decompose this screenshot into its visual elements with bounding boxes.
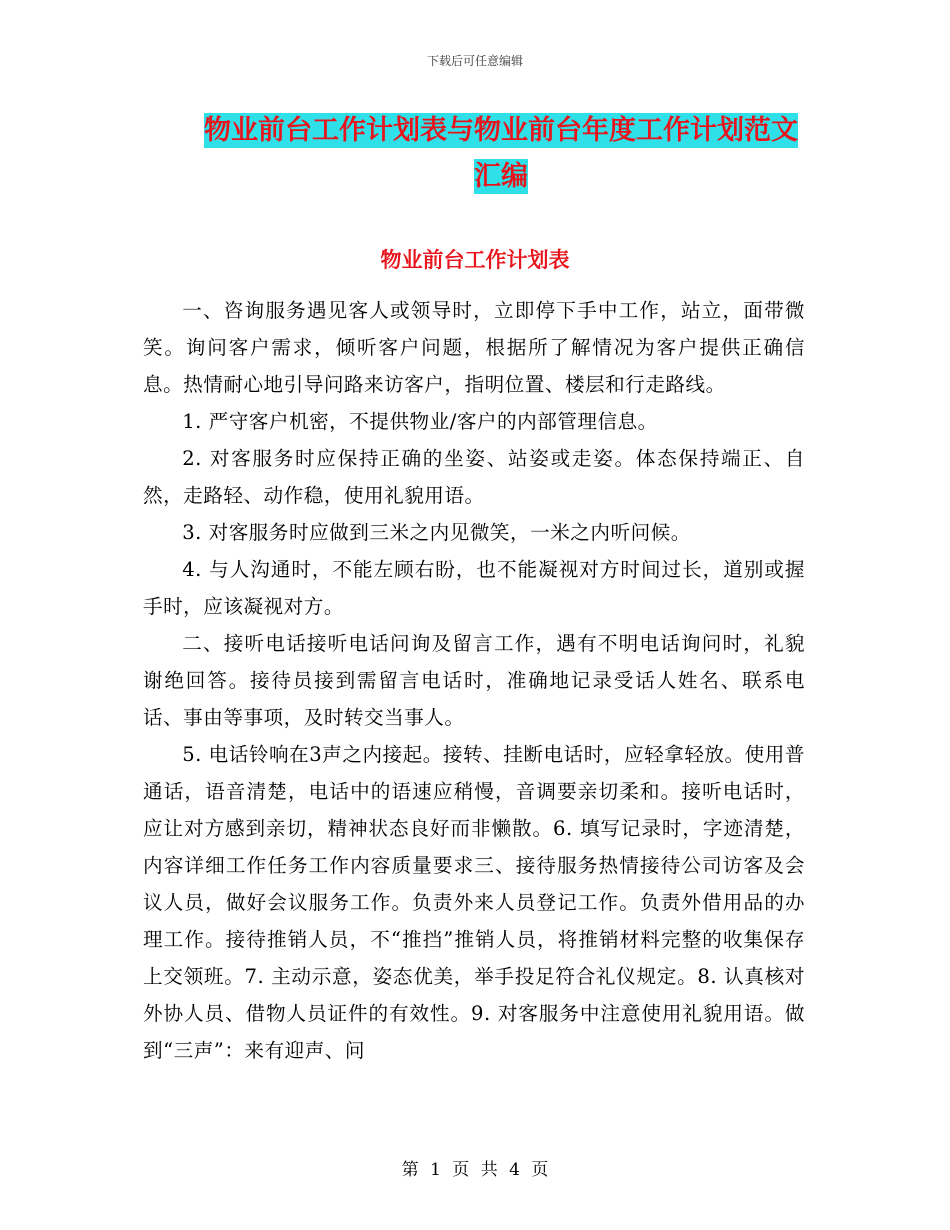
page-header-note: 下载后可任意编辑 xyxy=(426,54,523,68)
paragraph-4: 3. 对客服务时应做到三米之内见微笑，一米之内听问候。 xyxy=(182,521,691,544)
paragraph-7: 5. 电话铃响在3声之内接起。接转、挂断电话时，应轻拿轻放。使用普通话，语音清楚，电话中的语速应稍慢，音调要亲切柔和。接听电话时，应让对方感到亲切，精神状态良好而非懒散。6. 填写记录时，字迹清楚，内容详细工作任务工作内容质量要求三、接待服务热情接待公司访客及会议人员，做好会议服务工作。负责外来人员登记工作。负责外借用品的办理工作。接待推销人员，不“推挡”推销人员，将推销材料完整的收集保存上交领班。7. 主动示意，姿态优美，举手投足符合礼仪规定。8. 认真核对外协人员、借物人员证件的有效性。9. 对客服务中注意使用礼貌用语。做到“三声”：来有迎声、问 xyxy=(143,743,805,1062)
document-title xyxy=(195,108,807,200)
paragraph-3: 2. 对客服务时应保持正确的坐姿、站姿或走姿。体态保持端正、自然，走路轻、动作稳，使用礼貌用语。 xyxy=(143,447,805,507)
paragraph-5: 4. 与人沟通时，不能左顾右盼，也不能凝视对方时间过长，道别或握手时，应该凝视对方。 xyxy=(143,558,805,618)
section-title: 物业前台工作计划表 xyxy=(380,248,570,272)
page-number: 第 1 页 共 4 页 xyxy=(401,1160,549,1180)
document-body xyxy=(143,292,805,1069)
paragraph-6: 二、接听电话接听电话问询及留言工作，遇有不明电话询问时，礼貌谢绝回答。接待员接到需留言电话时，准确地记录受话人姓名、联系电话、事由等事项，及时转交当事人。 xyxy=(143,632,805,729)
document-title-text: 物业前台工作计划表与物业前台年度工作计划范文汇编 xyxy=(204,115,798,192)
paragraph-1: 一、咨询服务遇见客人或领导时，立即停下手中工作，站立，面带微笑。询问客户需求，倾听客户问题，根据所了解情况为客户提供正确信息。热情耐心地引导问路来访客户，指明位置、楼层和行走路线。 xyxy=(143,299,805,396)
paragraph-2: 1. 严守客户机密，不提供物业/客户的内部管理信息。 xyxy=(182,410,658,433)
